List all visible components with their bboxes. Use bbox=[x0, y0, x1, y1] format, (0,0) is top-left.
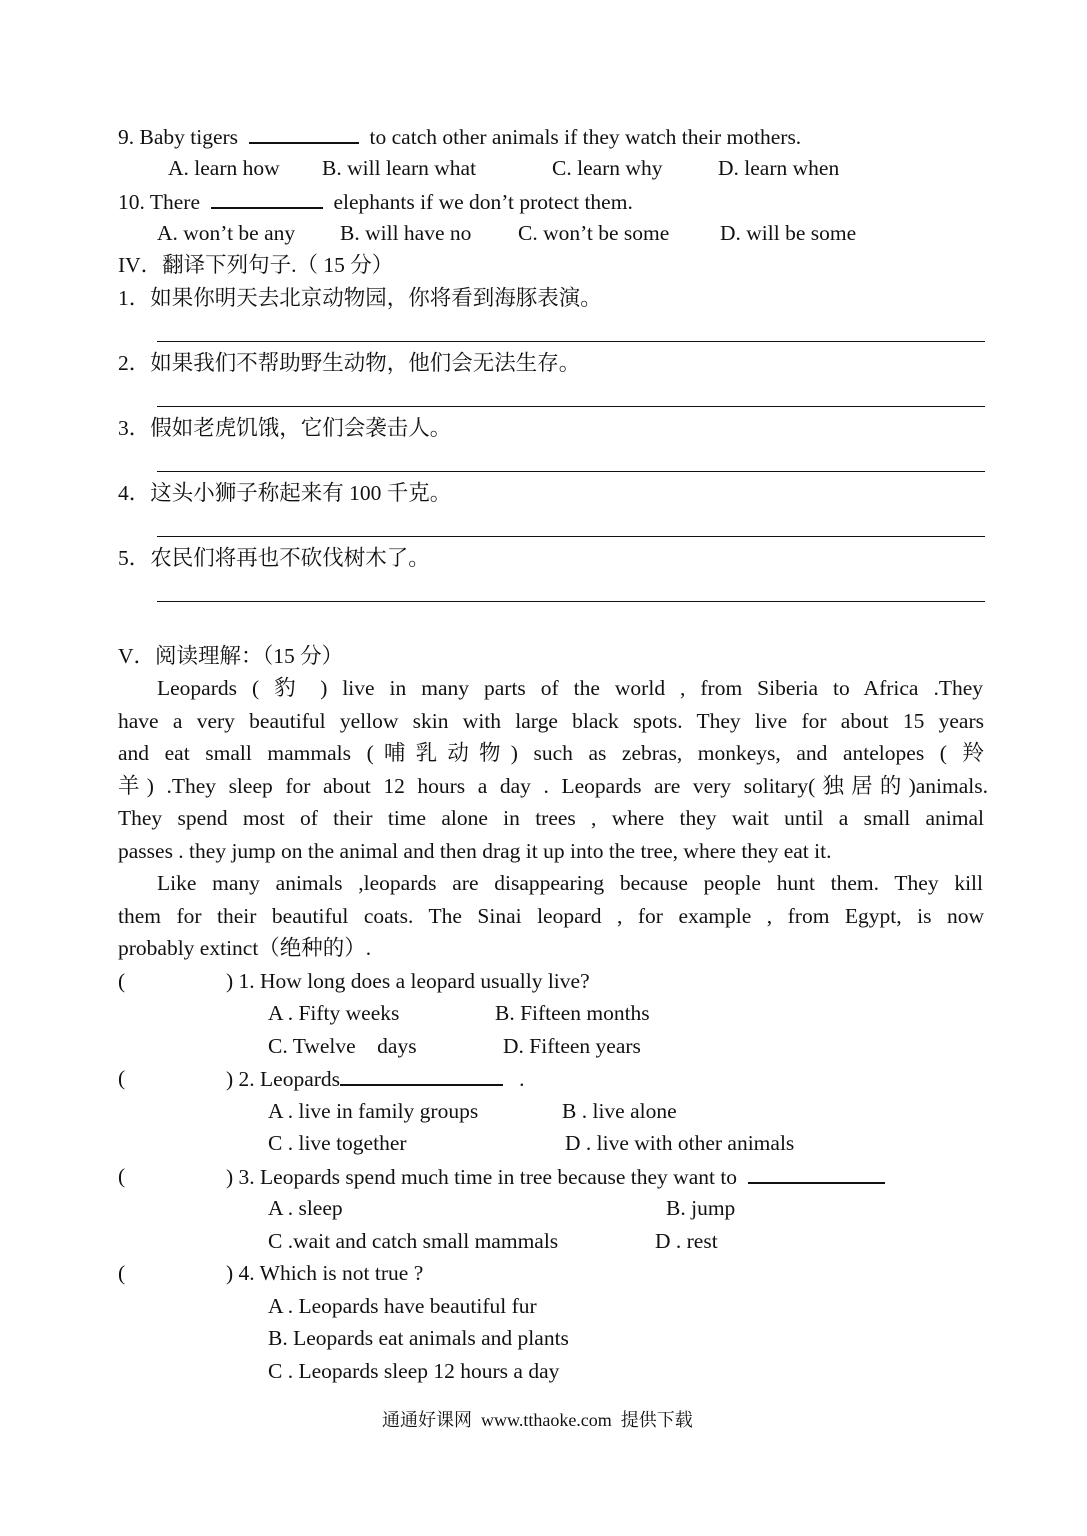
passage-line: and eat small mammals (哺乳动物) such as zebras, monkeys, and antelopes ( 羚 bbox=[118, 741, 984, 765]
question-10-option-c: C. won’t be some bbox=[518, 221, 670, 245]
passage-line: have a very beautiful yellow skin with large black spots. They live for about 15 years bbox=[118, 709, 984, 733]
translation-item-2: 2．如果我们不帮助野生动物，他们会无法生存。 bbox=[118, 351, 581, 375]
footer-text: 通通好课网 www.tthaoke.com 提供下载 bbox=[382, 1410, 693, 1430]
reading-q3-option-a: A . sleep bbox=[268, 1196, 343, 1220]
question-9-option-d: D. learn when bbox=[718, 156, 840, 180]
answer-blank[interactable] bbox=[211, 187, 323, 209]
question-10-option-a: A. won’t be any bbox=[157, 221, 296, 245]
reading-question-3-stem: ) 3. Leopards spend much time in tree because they want to bbox=[226, 1165, 738, 1189]
passage-line: Like many animals ,leopards are disappearing because people hunt them. They kill bbox=[157, 871, 983, 895]
reading-q1-option-b: B. Fifteen months bbox=[495, 1001, 650, 1025]
reading-question-4: ) 4. Which is not true ? bbox=[226, 1261, 424, 1285]
reading-q1-option-d: D. Fifteen years bbox=[503, 1034, 641, 1058]
answer-blank[interactable] bbox=[249, 122, 359, 144]
question-10-option-d: D. will be some bbox=[720, 221, 857, 245]
reading-q2-option-d: D . live with other animals bbox=[565, 1131, 795, 1155]
reading-q2-option-a: A . live in family groups bbox=[268, 1099, 479, 1123]
answer-line-3[interactable] bbox=[157, 471, 985, 472]
reading-q4-option-a: A . Leopards have beautiful fur bbox=[268, 1294, 537, 1318]
question-9-option-a: A. learn how bbox=[168, 156, 280, 180]
answer-line-2[interactable] bbox=[157, 406, 985, 407]
passage-line: Leopards ( 豹 ) live in many parts of the world , from Siberia to Africa .They bbox=[157, 676, 983, 700]
reading-q1-option-c: C. Twelve days bbox=[268, 1034, 417, 1058]
reading-question-3 bbox=[226, 1162, 885, 1191]
answer-blank[interactable] bbox=[748, 1162, 885, 1184]
question-10-stem-end: elephants if we don’t protect them. bbox=[333, 190, 633, 214]
question-10-stem-start: 10. There bbox=[118, 190, 200, 214]
translation-item-1: 1．如果你明天去北京动物园，你将看到海豚表演。 bbox=[118, 286, 602, 310]
passage-line: them for their beautiful coats. The Sinai leopard , for example , from Egypt, is now bbox=[118, 904, 984, 928]
reading-question-1: ) 1. How long does a leopard usually live? bbox=[226, 969, 590, 993]
translation-item-5: 5．农民们将再也不砍伐树木了。 bbox=[118, 546, 430, 570]
translation-item-4: 4．这头小狮子称起来有 100 千克。 bbox=[118, 481, 452, 505]
reading-q2-option-c: C . live together bbox=[268, 1131, 407, 1155]
answer-blank[interactable] bbox=[340, 1064, 503, 1086]
reading-q3-option-d: D . rest bbox=[655, 1229, 718, 1253]
reading-q3-option-b: B. jump bbox=[666, 1196, 736, 1220]
answer-line-1[interactable] bbox=[157, 341, 985, 342]
translation-item-3: 3．假如老虎饥饿，它们会袭击人。 bbox=[118, 416, 452, 440]
question-9-option-c: C. learn why bbox=[552, 156, 663, 180]
reading-question-2-stem: ) 2. Leopards bbox=[226, 1067, 341, 1091]
passage-line: They spend most of their time alone in trees , where they wait until a small animal bbox=[118, 806, 984, 830]
question-9-stem-end: to catch other animals if they watch their mothers. bbox=[369, 125, 802, 149]
reading-question-2-tail: . bbox=[519, 1067, 525, 1091]
answer-paren-open[interactable]: ( bbox=[118, 1261, 126, 1285]
reading-q3-option-c: C .wait and catch small mammals bbox=[268, 1229, 559, 1253]
answer-paren-open[interactable]: ( bbox=[118, 969, 126, 993]
question-10 bbox=[118, 187, 633, 216]
answer-paren-open[interactable]: ( bbox=[118, 1164, 126, 1188]
question-9-stem-start: 9. Baby tigers bbox=[118, 125, 239, 149]
answer-paren-open[interactable]: ( bbox=[118, 1066, 126, 1090]
answer-line-5[interactable] bbox=[157, 601, 985, 602]
answer-line-4[interactable] bbox=[157, 536, 985, 537]
reading-q2-option-b: B . live alone bbox=[562, 1099, 677, 1123]
question-9-option-b: B. will learn what bbox=[322, 156, 477, 180]
passage-line: passes . they jump on the animal and then drag it up into the tree, where they eat it. bbox=[118, 839, 832, 863]
question-9 bbox=[118, 122, 801, 151]
passage-line: probably extinct（绝种的）. bbox=[118, 936, 372, 960]
reading-q4-option-c: C . Leopards sleep 12 hours a day bbox=[268, 1359, 560, 1383]
passage-line: 羊) .They sleep for about 12 hours a day . Leopards are very solitary(独居的)animals. bbox=[118, 774, 988, 798]
section-4-heading: IV．翻译下列句子.（ 15 分） bbox=[118, 253, 394, 277]
section-5-heading: V．阅读理解：（15 分） bbox=[118, 644, 344, 668]
reading-q1-option-a: A . Fifty weeks bbox=[268, 1001, 400, 1025]
question-10-option-b: B. will have no bbox=[340, 221, 472, 245]
reading-question-2 bbox=[226, 1064, 525, 1093]
reading-q4-option-b: B. Leopards eat animals and plants bbox=[268, 1326, 569, 1350]
